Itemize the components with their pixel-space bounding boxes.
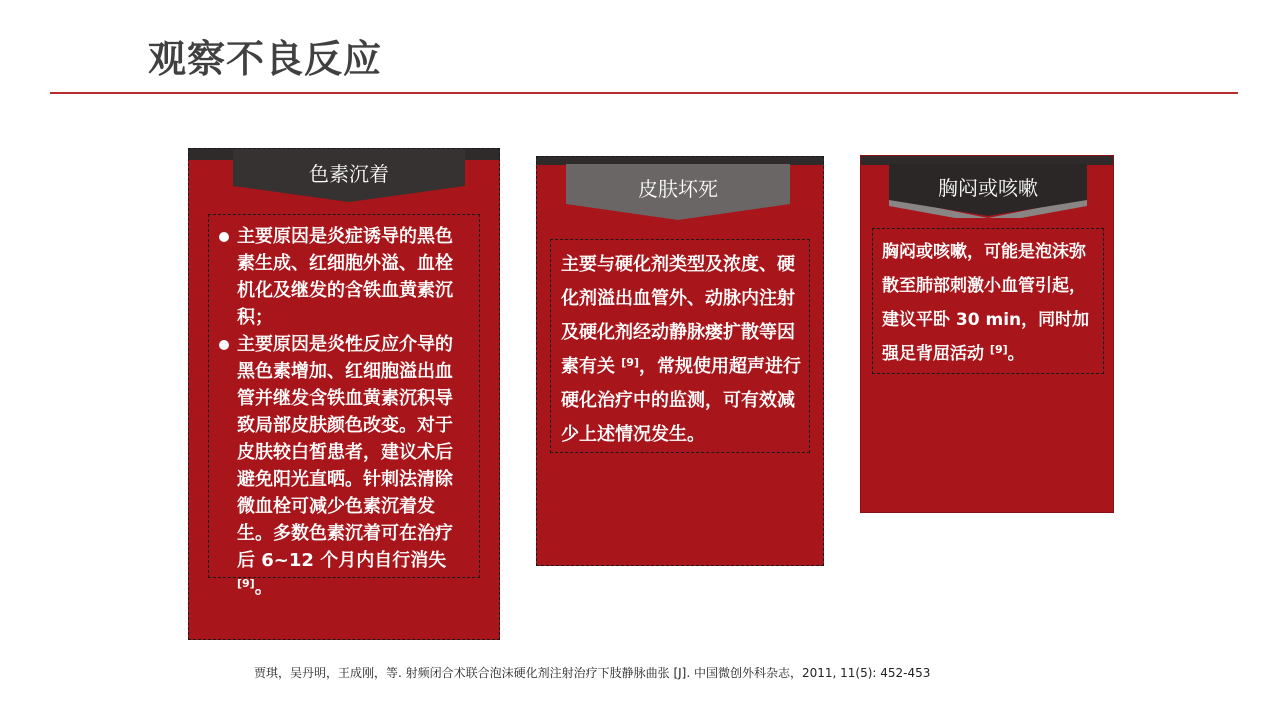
citation-ref: [9] bbox=[621, 356, 639, 369]
list-item bbox=[219, 223, 469, 331]
paragraph-text: 主要与硬化剂类型及浓度、硬化剂溢出血管外、动脉内注射及硬化剂经动静脉瘘扩散等因素有关 bbox=[561, 254, 795, 377]
card-body bbox=[550, 239, 810, 453]
card-body bbox=[872, 228, 1104, 374]
paragraph-text-tail: 。 bbox=[1007, 344, 1025, 364]
paragraph-text: 胸闷或咳嗽，可能是泡沫弥散至肺部刺激小血管引起，建议平卧 30 min，同时加强足背屈活动 bbox=[882, 242, 1090, 364]
card-banner bbox=[566, 164, 790, 220]
card-banner bbox=[889, 164, 1087, 218]
card-pigmentation bbox=[188, 148, 500, 640]
card-banner bbox=[233, 148, 465, 202]
page-title: 观察不良反应 bbox=[148, 37, 383, 81]
bullet-dot-icon bbox=[219, 340, 229, 350]
card-heading: 胸闷或咳嗽 bbox=[938, 176, 1038, 200]
bullet-list bbox=[219, 223, 469, 601]
card-chest-tightness bbox=[860, 155, 1114, 513]
card-paragraph bbox=[882, 235, 1097, 371]
bullet-text: 主要原因是炎症诱导的黑色素生成、红细胞外溢、血栓机化及继发的含铁血黄素沉积； bbox=[237, 226, 453, 328]
card-skin-necrosis bbox=[536, 156, 824, 566]
bullet-dot-icon bbox=[219, 232, 229, 242]
card-paragraph bbox=[561, 248, 801, 452]
title-divider bbox=[50, 92, 1238, 94]
citation-ref: [9] bbox=[989, 343, 1008, 356]
citation-ref: [9] bbox=[237, 577, 255, 590]
card-heading: 色素沉着 bbox=[309, 162, 389, 186]
bullet-text-tail: 。 bbox=[254, 577, 273, 598]
reference-citation: 贾琪，吴丹明，王成刚，等. 射频闭合术联合泡沫硬化剂注射治疗下肢静脉曲张 [J]. 中国微创外科杂志，2011, 11(5): 452-453 bbox=[254, 666, 931, 680]
paragraph-text-tail: ，常规使用超声进行硬化治疗中的监测，可有效减少上述情况发生。 bbox=[561, 356, 801, 445]
bullet-text: 主要原因是炎性反应介导的黑色素增加、红细胞溢出血管并继发含铁血黄素沉积导致局部皮肤颜色改变。对于皮肤较白皙患者，建议术后避免阳光直晒。针刺法清除微血栓可减少色素沉着发生。多数色素沉着可在治疗后 6~12 个月内自行消失 bbox=[237, 334, 453, 571]
card-heading: 皮肤坏死 bbox=[638, 177, 718, 201]
card-body bbox=[208, 214, 480, 598]
list-item bbox=[219, 331, 469, 601]
